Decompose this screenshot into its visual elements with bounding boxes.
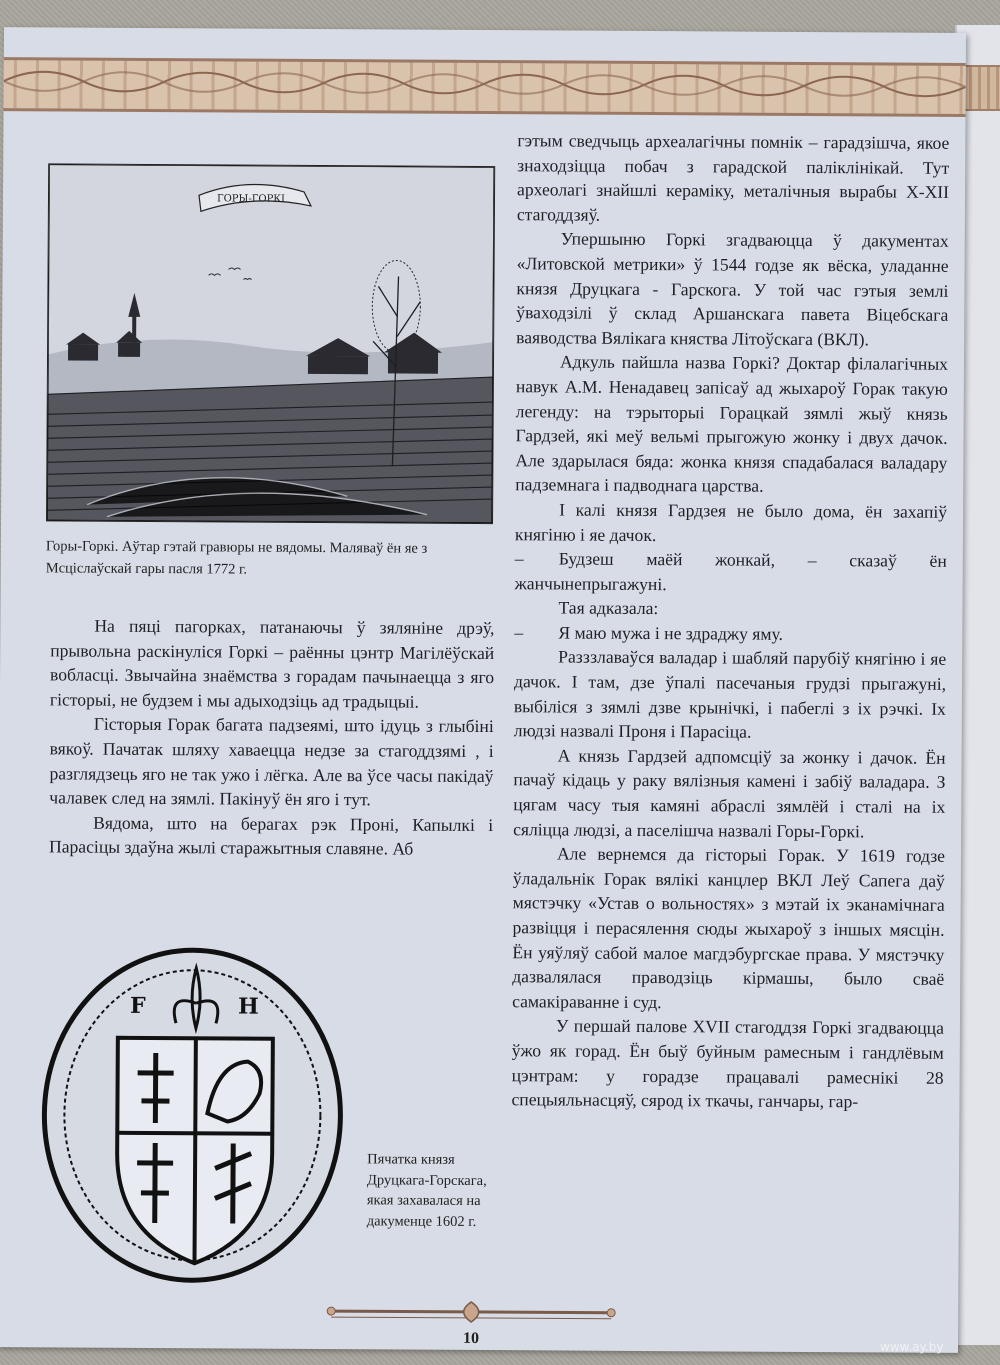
seal-druckiy-gorskiy — [36, 942, 348, 1289]
engraving-banner-text: ГОРЫ-ГОРКІ — [216, 193, 286, 205]
left-paragraph-2: Гісторыя Горак багата падзеямі, што ідуць з глыбіні вякоў. Пачатак шляху хаваецца недзе за стагоддзямі , і разглядзець яго не так ужо і лёгка. Але ва ўсе часы пакідаў чалавек след на зямлі. Пакінуў ён яго і тут. — [49, 714, 494, 810]
right-dialogue-2: – Я маю мужа і не здраджу яму. — [514, 622, 784, 644]
engraving-caption: Горы-Горкі. Аўтар гэтай гравюры не вядомы. Маляваў ён яе з Мсціслаўскай гары пасля 1772 г. — [45, 538, 428, 578]
right-paragraph-1: гэтым сведчыць археалагічны помнік – гарадзішча, якое знаходзіцца побач з гарадской палiклiнiкай. Тут археолагі знайшлі кераміку, металічныя вырабы X-XII стагоддзяў. — [516, 130, 950, 225]
book-page — [0, 27, 966, 1353]
right-paragraph-8: Разззлаваўся валадар і шабляй парубіў княгіню і яе дачок. І там, дзе ўпалі пасечаныя грудзі прыгажуні, выбіліся з зямлі дзве крынічкі, і пабеглі з іх рэчкі. Іх людзі назвалі Проня і Парасіца. — [513, 646, 947, 742]
right-paragraph-10: Але вернемся да гісторыі Горак. У 1619 годзе ўладальнік Горак вялікі канцлер ВКЛ Леў Сапега даў мястэчку «Устав о вольностях» з мэтай іх эканамічнага развіцця і перасялення сюды жыхароў з іншых мясцін. Ён уяўляў сабой малое магдэбургскае права. У мястэчку дазвалялася праводзіць кірмашы, было сваё самакіраванне і суд. — [512, 843, 946, 1012]
right-paragraph-2: Упершыню Горкі згадваюцца ў дакументах «Литовской метрики» ў 1544 годзе як вёска, уладанне князя Друцкага - Гарскога. У той час гэтыя землі ўваходзілі ў склад Аршанскага павета Віцебскага ваяводства Вялікага княства Літоўскага (ВКЛ). — [516, 228, 949, 350]
right-paragraph-4: І калі князя Гардзея не было дома, ён захапіў княгіню і яе дачок. — [514, 499, 948, 545]
seal-caption: Пячатка князя Друцкага-Горскага, якая захавалася на дакуменце 1602 г. — [366, 1151, 487, 1230]
right-paragraph-6: Тая адказала: — [558, 597, 659, 619]
left-paragraph-3: Вядома, што на берагах рэк Проні, Капылкі і Парасіцы здаўна жылі старажытныя славяне. Аб — [48, 812, 494, 859]
seal-letter-right: H — [237, 993, 259, 1020]
header-ornament — [4, 57, 966, 117]
left-paragraph-1: На пяці пагорках, патанаючы ў зяляніне дрэў, прывольна раскінуліся Горкі – раённы цэнтр Магілёўскай вобласці. Звычайна знаёмства з горадам пачынаецца з яго гісторыі, не будзем і мы адыходзіць ад традыцыі. — [49, 615, 495, 712]
right-paragraph-3: Адкуль пайшла назва Горкі? Доктар філалагічных навук А.М. Ненадавец запісаў ад жыхароў Горак такую легенду: на тэрыторыі Горацкай зямлі жыў князь Гардзей, які меў вельмі прыгожую жонку і двух дачок. Але здарылася бяда: жонка князя спадабалася валадару падземнага і падводнага царства. — [515, 351, 949, 497]
seal-letter-left: F — [129, 992, 146, 1019]
engraving-gory-gorki — [46, 163, 495, 524]
right-column-text — [511, 128, 949, 1114]
page-number: 10 — [462, 1329, 480, 1347]
footer-ornament — [321, 1297, 621, 1327]
watermark-text: www.ay.by — [880, 1340, 944, 1354]
right-dialogue-1: – Будзеш маёй жонкай, – сказаў ён жанчынепрыгажуні. — [514, 548, 947, 594]
right-paragraph-11: У першай палове XVII стагоддзя Горкі згадваюцца ўжо як горад. Ён быў буйным рамесным і гандлёвым цэнтрам: у горадзе працавалі рамеснікі 28 спецыяльнасцяў, сярод іх ткачы, ганчары, гар- — [511, 1015, 945, 1112]
left-column-text — [49, 613, 494, 862]
right-paragraph-9: А князь Гардзей адпомсціў за жонку і дачок. Ён пачаў кідаць у раку вялізныя камені і забіў валадара. З цягам часу тыя камяні абраслі зямлёй і сталі на іх сяліцца людзі, а паселішча назвалі Горы-Горкі. — [513, 745, 946, 841]
right-dialogue-1-text: Будзеш маёй жонкай, – сказаў ён жанчынепрыгажуні. — [514, 548, 947, 594]
right-dialogue-2-text: Я маю мужа і не здраджу яму. — [558, 622, 784, 644]
